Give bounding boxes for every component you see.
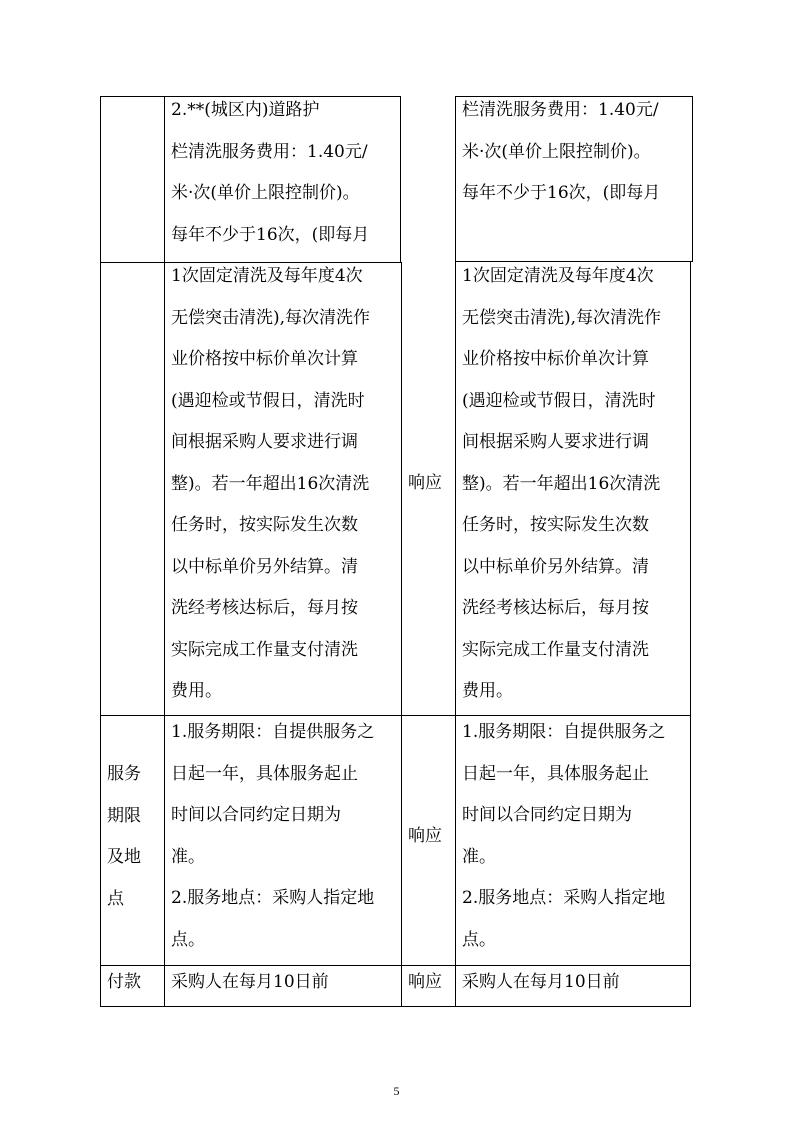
row1-requirement (171, 90, 369, 256)
text-line: 费用。 (171, 681, 222, 701)
text-line: (遇迎检或节假日，清洗时 (462, 390, 656, 411)
text-line: 无偿突击清洗),每次清洗作 (171, 307, 371, 328)
text-line: 2.**(城区内)道路护 (171, 100, 320, 120)
text-line: 以中标单价另外结算。清 (462, 556, 649, 577)
text-line: 2.服务地点：采购人指定地 (171, 888, 375, 908)
row2-requirement (171, 256, 370, 713)
text-line: 服务 (107, 764, 141, 784)
text-line: 栏清洗服务费用：1.40元/ (171, 141, 368, 162)
text-line: 整)。若一年超出16次清洗 (171, 473, 370, 494)
text-line: 米·次(单价上限控制价)。 (462, 141, 651, 162)
text-line: 及地 (107, 847, 141, 867)
row3-label (107, 754, 141, 920)
row1-response (462, 90, 660, 215)
row2-status: 响应 (408, 473, 442, 493)
text-line: 2.服务地点：采购人指定地 (462, 888, 666, 908)
text-line: 时间以合同约定日期为 (171, 805, 341, 825)
text-line: 实际完成工作量支付清洗 (171, 639, 358, 660)
text-line: 费用。 (462, 681, 513, 701)
text-line: 点。 (462, 929, 496, 950)
text-line: 1.服务期限：自提供服务之 (171, 722, 375, 742)
text-line: 期限 (107, 805, 141, 826)
text-line: 业价格按中标价单次计算 (171, 349, 358, 369)
text-line: 1次固定清洗及每年度4次 (171, 266, 363, 286)
text-line: 米·次(单价上限控制价)。 (171, 183, 360, 203)
text-line: 业价格按中标价单次计算 (462, 349, 649, 369)
page-number: 5 (393, 1084, 400, 1098)
row3-status: 响应 (408, 826, 442, 846)
row2-response (462, 256, 661, 713)
row4-status: 响应 (408, 972, 442, 992)
text-line: 任务时，按实际发生次数 (462, 515, 649, 535)
text-line: 每年不少于16次，(即每月 (462, 183, 661, 203)
text-line: (遇迎检或节假日，清洗时 (171, 390, 365, 411)
row4-response: 采购人在每月10日前 (462, 972, 620, 992)
text-line: 以中标单价另外结算。清 (171, 556, 358, 577)
text-line: 准。 (462, 846, 496, 867)
text-line: 洗经考核达标后，每月按 (462, 598, 649, 618)
row3-requirement (171, 712, 374, 961)
row3-response (462, 712, 665, 961)
text-line: 准。 (171, 846, 205, 867)
text-line: 间根据采购人要求进行调 (462, 432, 649, 452)
text-line: 实际完成工作量支付清洗 (462, 639, 649, 660)
row4-requirement: 采购人在每月10日前 (171, 972, 329, 992)
text-line: 1.服务期限：自提供服务之 (462, 722, 666, 742)
text-line: 时间以合同约定日期为 (462, 805, 632, 825)
text-line: 任务时，按实际发生次数 (171, 515, 358, 535)
text-line: 日起一年，具体服务起止 (462, 763, 649, 784)
text-line: 点 (107, 888, 124, 909)
text-line: 栏清洗服务费用：1.40元/ (462, 100, 659, 120)
text-line: 日起一年，具体服务起止 (171, 763, 358, 784)
text-line: 点。 (171, 929, 205, 950)
row4-label: 付款 (107, 972, 141, 992)
text-line: 1次固定清洗及每年度4次 (462, 266, 654, 286)
text-line: 无偿突击清洗),每次清洗作 (462, 307, 662, 328)
text-line: 整)。若一年超出16次清洗 (462, 473, 661, 494)
text-line: 洗经考核达标后，每月按 (171, 598, 358, 618)
text-line: 每年不少于16次，(即每月 (171, 224, 370, 245)
text-line: 间根据采购人要求进行调 (171, 432, 358, 452)
